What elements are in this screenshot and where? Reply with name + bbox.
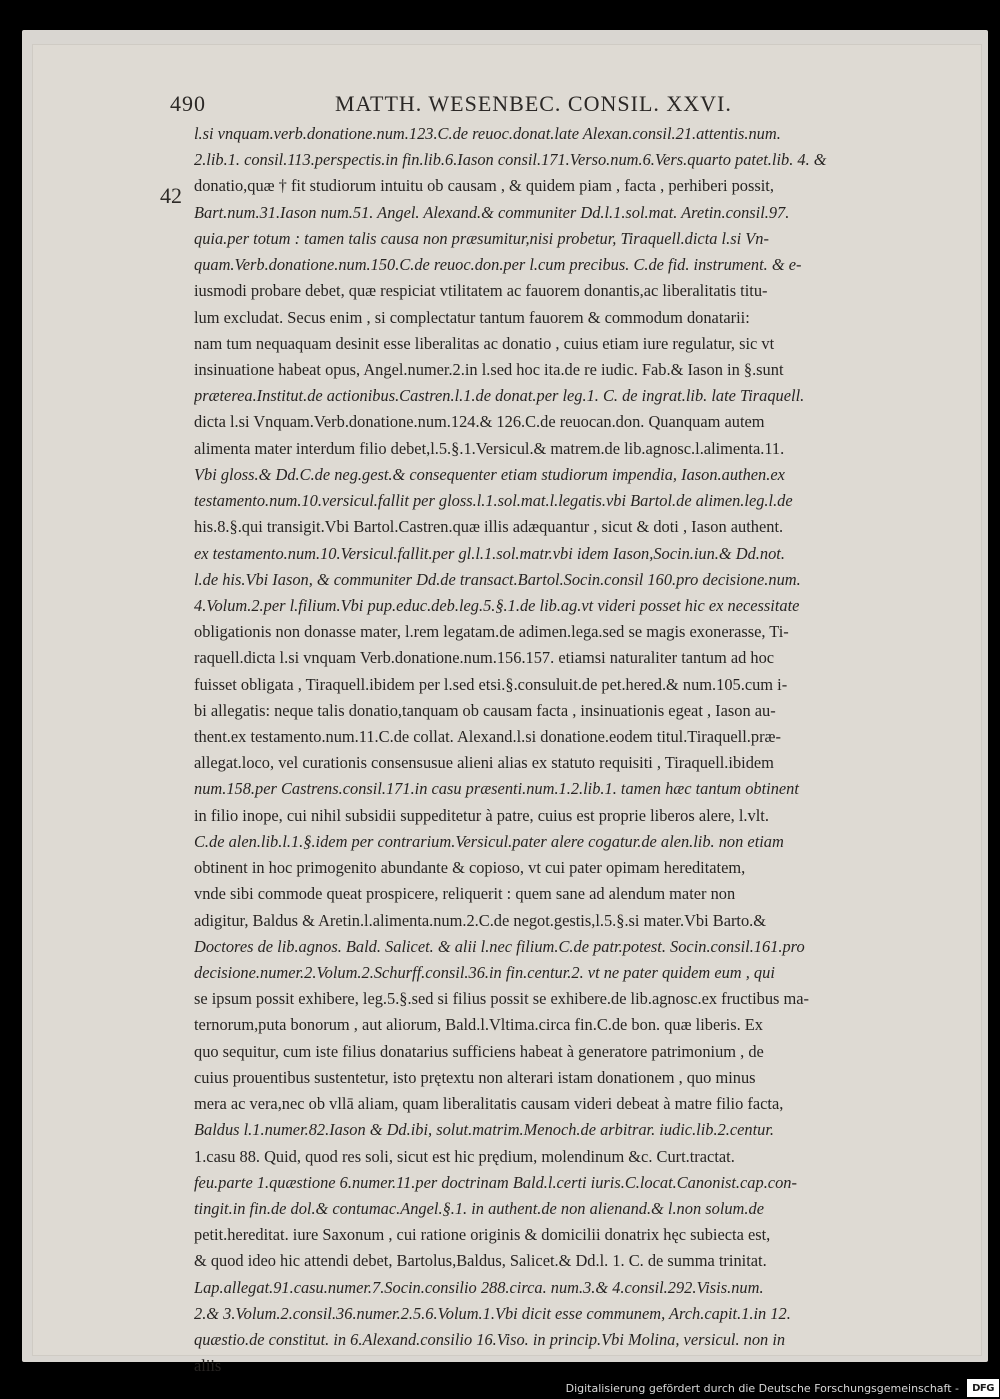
text-line: donatio,quæ † fit studiorum intuitu ob causam , & quidem piam , facta , perhiberi possit, <box>194 176 774 196</box>
text-line: raquell.dicta l.si vnquam Verb.donatione.num.156.157. etiamsi naturaliter tantum ad hoc <box>194 648 775 668</box>
body-text <box>194 121 968 1380</box>
running-head: MATTH. WESENBEC. CONSIL. XXVI. <box>335 91 732 116</box>
text-line: quo sequitur, cum iste filius donatarius sufficiens habeat à generatore patrimonium , de <box>194 1041 764 1061</box>
text-line: Lap.allegat.91.casu.numer.7.Socin.consilio 288.circa. num.3.& 4.consil.292.Visis.num. <box>194 1277 764 1297</box>
text-line: se ipsum possit exhibere, leg.5.§.sed si filius possit se exhibere.de lib.agnosc.ex fructibus ma- <box>194 989 809 1009</box>
text-line: alimenta mater interdum filio debet,l.5.§.1.Versicul.& matrem.de lib.agnosc.l.alimenta.11. <box>194 438 785 458</box>
footer-bar <box>566 1377 1000 1399</box>
text-line: num.158.per Castrens.consil.171.in casu præsenti.num.1.2.lib.1. tamen hæc tantum obtinent <box>194 779 799 799</box>
text-line: 1.casu 88. Quid, quod res soli, sicut est hic prędium, molendinum &c. Curt.tractat. <box>194 1146 735 1166</box>
text-line: adigitur, Baldus & Aretin.l.alimenta.num.2.C.de negot.gestis,l.5.§.si mater.Vbi Barto.& <box>194 910 767 930</box>
dfg-logo-text: DFG <box>972 1382 994 1394</box>
text-line: thent.ex testamento.num.11.C.de collat. Alexand.l.si donatione.eodem titul.Tiraquell.præ- <box>194 727 781 747</box>
text-line: insinuatione habeat opus, Angel.numer.2.in l.sed hoc ita.de re iudic. Fab.& Iason in §.sunt <box>194 359 784 379</box>
text-line: l.si vnquam.verb.donatione.num.123.C.de reuoc.donat.late Alexan.consil.21.attentis.num. <box>194 124 781 143</box>
text-line: quia.per totum : tamen talis causa non præsumitur,nisi probetur, Tiraquell.dicta l.si Vn- <box>194 228 769 248</box>
text-line: his.8.§.qui transigit.Vbi Bartol.Castren.quæ illis adæquantur , sicut & doti , Iason authent. <box>194 517 784 537</box>
text-line: obligationis non donasse mater, l.rem legatam.de adimen.lega.sed se magis exonerasse, Ti- <box>194 622 789 642</box>
text-line: iusmodi probare debet, quæ respiciat vtilitatem ac fauorem donantis,ac liberalitatis titu- <box>194 281 768 301</box>
text-line: 2.& 3.Volum.2.consil.36.numer.2.5.6.Volum.1.Vbi dicit esse communem, Arch.capit.1.in 12. <box>194 1303 791 1323</box>
margin-number: 42 <box>160 183 182 208</box>
text-line: quam.Verb.donatione.num.150.C.de reuoc.don.per l.cum precibus. C.de fid. instrument. & e- <box>194 255 802 275</box>
text-line: 4.Volum.2.per l.filium.Vbi pup.educ.deb.leg.5.§.1.de lib.ag.vt videri posset hic ex necessitate <box>194 595 800 615</box>
text-line: Vbi gloss.& Dd.C.de neg.gest.& consequenter etiam studiorum impendia, Iason.authen.ex <box>194 464 785 484</box>
text-line: nam tum nequaquam desinit esse liberalitas ac donatio , cuius etiam iure regulatur, sic vt <box>194 333 775 353</box>
text-line: mera ac vera,nec ob vllā aliam, quam liberalitatis causam videri debeat à matre filio facta, <box>194 1094 784 1114</box>
text-line: & quod ideo hic attendi debet, Bartolus,Baldus, Salicet.& Dd.l. 1. C. de summa trinitat. <box>194 1251 767 1271</box>
text-line: ex testamento.num.10.Versicul.fallit.per gl.l.1.sol.matr.vbi idem Iason,Socin.iun.& Dd.not. <box>194 543 785 563</box>
text-line: Doctores de lib.agnos. Bald. Salicet. & alii l.nec filium.C.de patr.potest. Socin.consil.161.pro <box>194 936 805 956</box>
text-line: testamento.num.10.versicul.fallit per gloss.l.1.sol.mat.l.legatis.vbi Bartol.de alimen.leg.l.de <box>194 491 793 511</box>
text-line: dicta l.si Vnquam.Verb.donatione.num.124.& 126.C.de reuocan.don. Quanquam autem <box>194 412 765 432</box>
text-line: allegat.loco, vel curationis consensusue alieni alias ex statuto requisiti , Tiraquell.ibidem <box>194 753 774 773</box>
text-line: præterea.Institut.de actionibus.Castren.l.1.de donat.per leg.1. C. de ingrat.lib. late Tiraquell. <box>194 386 805 406</box>
text-line: l.de his.Vbi Iason, & communiter Dd.de transact.Bartol.Socin.consil 160.pro decisione.num. <box>194 569 801 589</box>
text-line: ternorum,puta bonorum , aut aliorum, Bald.l.Vltima.circa fin.C.de bon. quæ liberis. Ex <box>194 1015 764 1035</box>
text-line: cuius prouentibus sustentetur, isto prętextu non alterari istam donationem , quo minus <box>194 1067 756 1087</box>
text-line: 2.lib.1. consil.113.perspectis.in fin.lib.6.Iason consil.171.Verso.num.6.Vers.quarto patet.lib. 4. & <box>194 150 827 170</box>
text-line: bi allegatis: neque talis donatio,tanquam ob causam facta , insinuationis egeat , Iason au- <box>194 700 776 720</box>
text-line: feu.parte 1.quæstione 6.numer.11.per doctrinam Bald.l.certi iuris.C.locat.Canonist.cap.con- <box>194 1172 797 1192</box>
text-line: aliis <box>194 1356 222 1376</box>
text-line: lum excludat. Secus enim , si complectatur tantum fauorem & commodum donatarii: <box>194 307 750 327</box>
text-line: petit.hereditat. iure Saxonum , cui ratione originis & domicilii donatrix hęc subiecta est, <box>194 1225 771 1245</box>
page-header <box>170 91 970 119</box>
text-line: fuisset obligata , Tiraquell.ibidem per l.sed etsi.§.consuluit.de pet.hered.& num.105.cum i- <box>194 674 788 694</box>
funding-credit: Digitalisierung gefördert durch die Deutsche Forschungsgemeinschaft - <box>565 1381 959 1395</box>
text-line: C.de alen.lib.l.1.§.idem per contrarium.Versicul.pater alere cogatur.de alen.lib. non etiam <box>194 831 784 851</box>
dfg-logo-icon <box>967 1379 999 1397</box>
text-line: quæstio.de constitut. in 6.Alexand.consilio 16.Viso. in princip.Vbi Molina, versicul. non in <box>194 1330 786 1350</box>
text-line: tingit.in fin.de dol.& contumac.Angel.§.1. in authent.de non alienand.& l.non solum.de <box>194 1198 764 1218</box>
text-line: vnde sibi commode queat prospicere, reliquerit : quem sane ad alendum mater non <box>194 884 736 904</box>
page-number: 490 <box>170 91 206 116</box>
text-line: Baldus l.1.numer.82.Iason & Dd.ibi, solut.matrim.Menoch.de arbitrar. iudic.lib.2.centur. <box>194 1120 775 1140</box>
text-line: obtinent in hoc primogenito abundante & copioso, vt cui pater opimam hereditatem, <box>194 858 746 878</box>
text-line: Bart.num.31.Iason num.51. Angel. Alexand.& communiter Dd.l.1.sol.mat. Aretin.consil.97. <box>194 202 790 222</box>
text-line: decisione.numer.2.Volum.2.Schurff.consil.36.in fin.centur.2. vt ne pater quidem eum , qui <box>194 963 775 982</box>
text-line: in filio inope, cui nihil subsidii suppeditetur à patre, cuius est proprie liberos alere, l.vlt. <box>194 805 769 825</box>
